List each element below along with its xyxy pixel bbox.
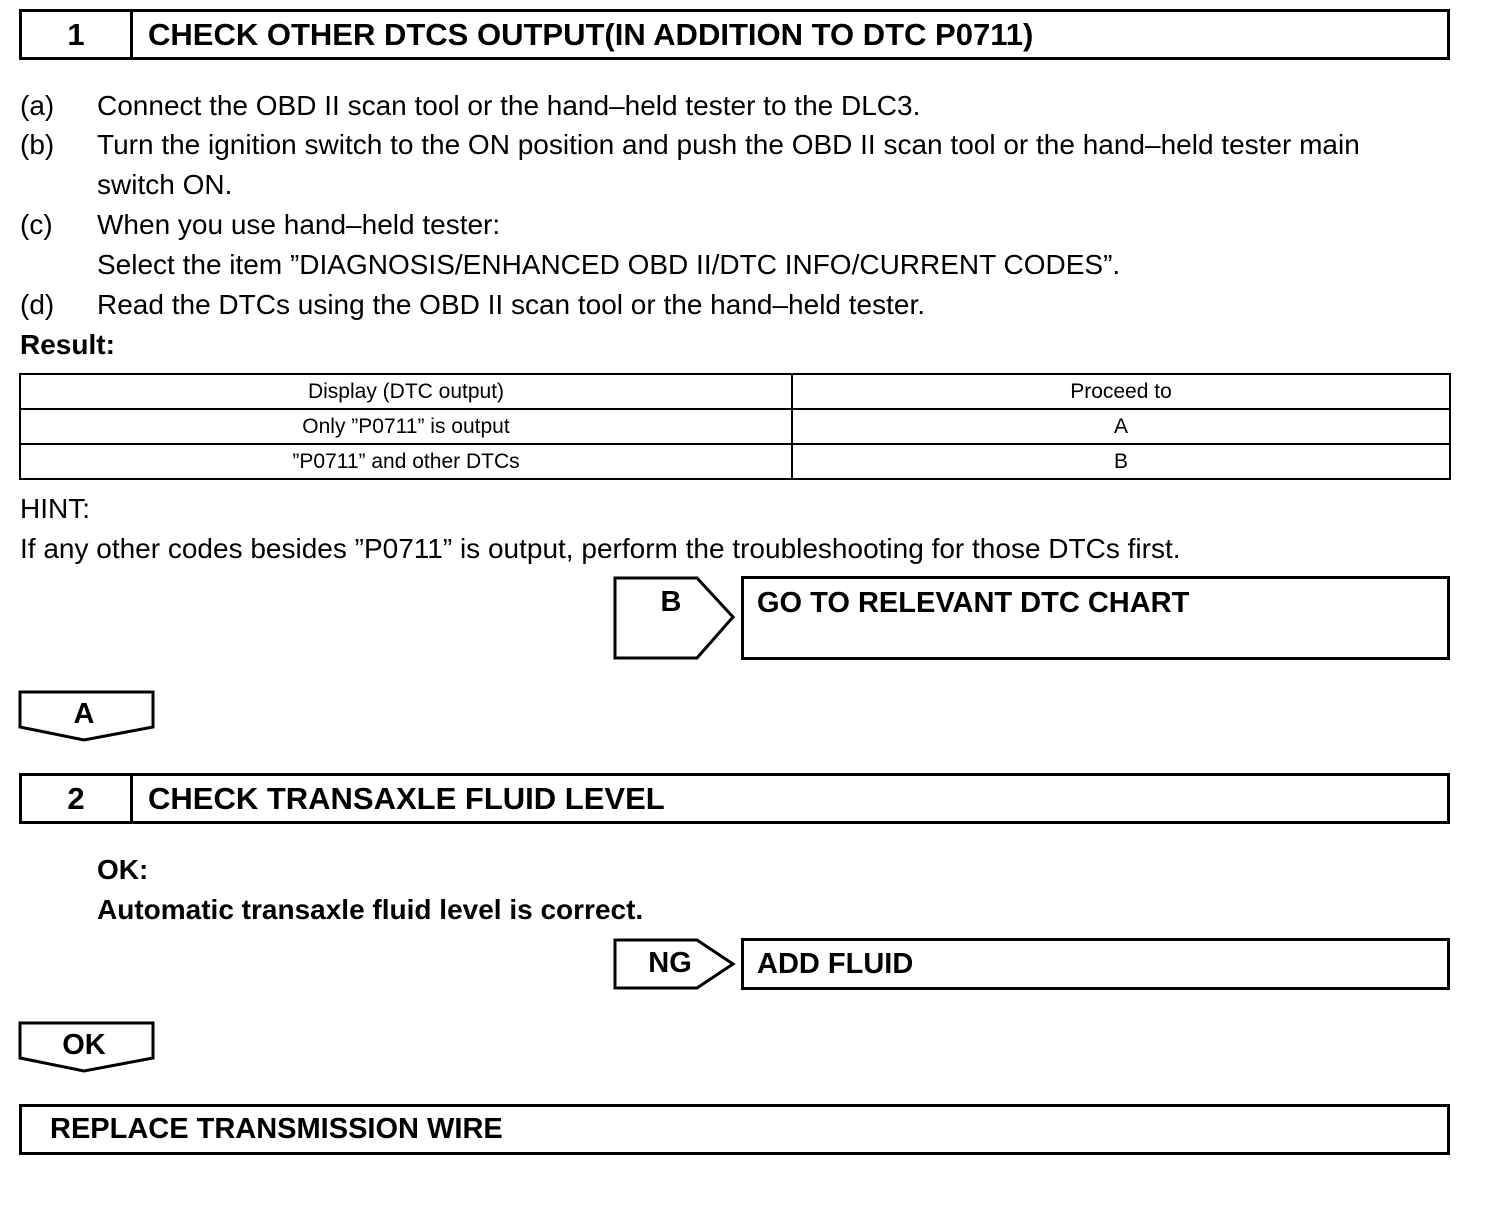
item-a-line-1: Connect the OBD II scan tool or the hand–held tester to the DLC3. [97, 90, 921, 121]
step-1-number: 1 [22, 12, 133, 57]
step-2-title: CHECK TRANSAXLE FLUID LEVEL [148, 780, 665, 816]
step-2-header [19, 773, 1450, 824]
item-a-label: (a) [20, 90, 55, 121]
branch-b-action: GO TO RELEVANT DTC CHART [741, 576, 1450, 660]
branch-a-label: A [73, 698, 95, 730]
item-c-line-1: When you use hand–held tester: [97, 209, 501, 240]
ok-text: Automatic transaxle fluid level is correct. [97, 894, 644, 925]
table-header-proceed: Proceed to [792, 374, 1450, 409]
ok-label: OK: [97, 854, 149, 885]
final-action-box: REPLACE TRANSMISSION WIRE [19, 1104, 1450, 1155]
hint-text: If any other codes besides ”P0711” is output, perform the troubleshooting for those DTCs first. [20, 533, 1181, 564]
item-c-label: (c) [20, 209, 53, 240]
item-d-label: (d) [20, 289, 55, 320]
branch-ng-action: ADD FLUID [741, 938, 1450, 990]
item-c-line-2: Select the item ”DIAGNOSIS/ENHANCED OBD II/DTC INFO/CURRENT CODES”. [97, 249, 1121, 280]
table-row [20, 444, 1450, 479]
table-row [20, 409, 1450, 444]
table-cell-display: ”P0711” and other DTCs [20, 444, 792, 479]
hint-label: HINT: [20, 493, 90, 524]
branch-ng-label: NG [648, 947, 692, 979]
step-1-title: CHECK OTHER DTCS OUTPUT(IN ADDITION TO DTC P0711) [148, 16, 1034, 52]
table-cell-proceed: A [792, 409, 1450, 444]
item-b-label: (b) [20, 129, 55, 160]
result-table [19, 373, 1451, 480]
step-1-header [19, 9, 1450, 60]
item-b-line-1: Turn the ignition switch to the ON position and push the OBD II scan tool or the hand–held tester main [97, 129, 1360, 160]
table-header-display: Display (DTC output) [20, 374, 792, 409]
table-cell-proceed: B [792, 444, 1450, 479]
item-d-line-1: Read the DTCs using the OBD II scan tool or the hand–held tester. [97, 289, 926, 320]
branch-ok-label: OK [62, 1029, 106, 1061]
result-label: Result: [20, 329, 115, 360]
item-b-line-2: switch ON. [97, 169, 233, 200]
step-2-number: 2 [22, 776, 133, 821]
table-cell-display: Only ”P0711” is output [20, 409, 792, 444]
table-header-row [20, 374, 1450, 409]
branch-b-label: B [660, 586, 682, 618]
